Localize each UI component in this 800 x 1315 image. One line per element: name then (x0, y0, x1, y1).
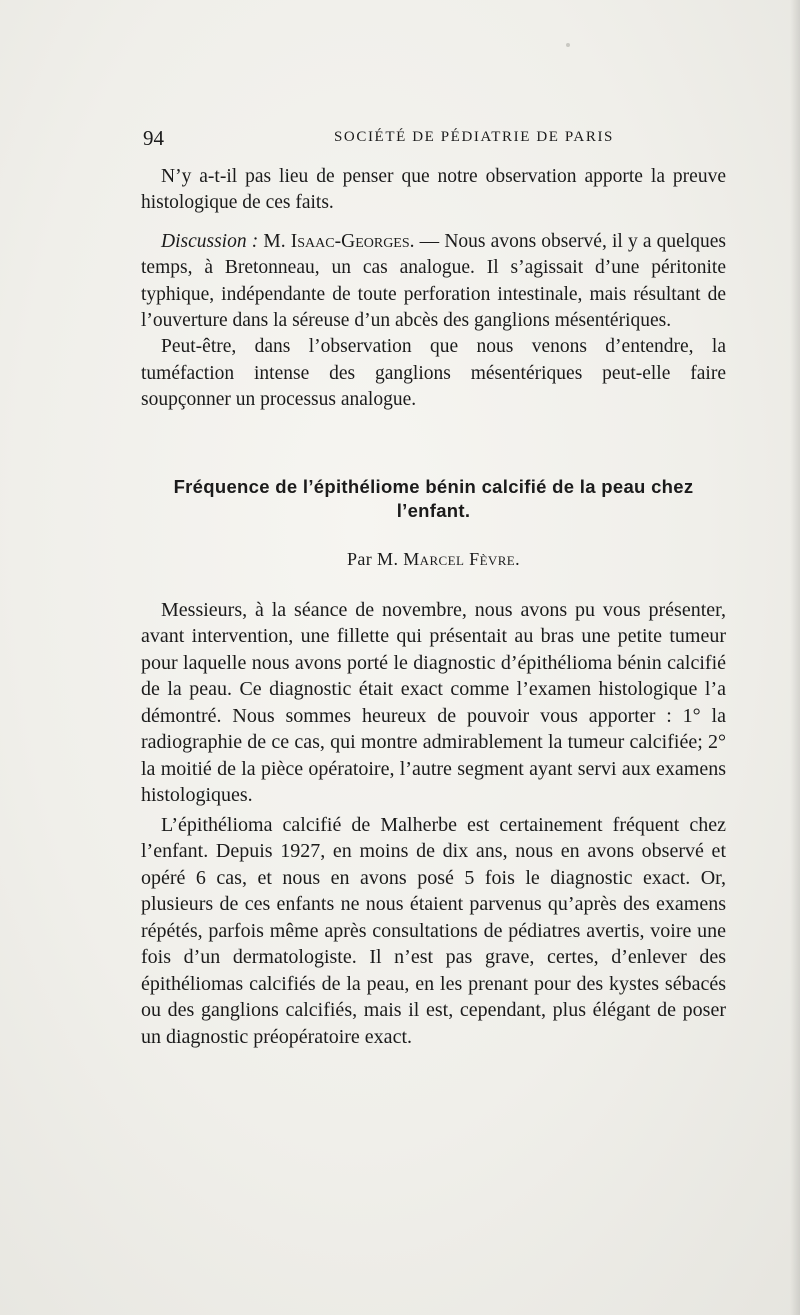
page-number: 94 (143, 126, 164, 150)
paragraph-discussion (141, 229, 726, 335)
article-title: Fréquence de l’épithéliome bénin calcifié de la peau chez l’enfant. (173, 475, 694, 521)
article-author (141, 547, 726, 571)
paragraph-observation: N’y a-t-il pas lieu de penser que notre observation apporte la preuve histologique de ces faits. (141, 166, 726, 214)
discussion-speaker: Isaac-Georges (290, 230, 410, 252)
paragraph-messieurs: Messieurs, à la séance de novembre, nous avons pu vous présenter, avant intervention, une fillette qui présentait au bras une petite tumeur pour laquelle nous avons porté le diagnostic d’épithélioma bénin calcifié de la peau. Ce diagnostic était exact comme l’examen histologique l’a démontré. Nous sommes heureux de pouvoir vous apporter : 1° la radiographie de ce cas, qui montre admirablement la tumeur calcifiée; 2° la moitié de la pièce opératoire, l’autre segment ayant servi aux examens histologiques. (141, 598, 726, 807)
journal-title: SOCIÉTÉ DE PÉDIATRIE DE PARIS (333, 129, 615, 145)
discussion-label: Discussion : (161, 230, 259, 252)
paragraph-malherbe: L’épithélioma calcifié de Malherbe est certainement fréquent chez l’enfant. Depuis 1927, en moins de dix ans, nous en avons observé et opéré 6 cas, et nous en avons posé 5 fois le diagnostic exact. Or, plusieurs de ces enfants ne nous étaient parvenus qu’après des examens répétés, parfois même après consultations de pédiatres avertis, voire une fois d’un dermatologiste. Il n’est pas grave, certes, d’enlever des épithéliomas calcifiés de la peau, en les prenant pour des kystes sébacés ou des ganglions calcifiés, mais il est, cependant, plus élégant de poser un diagnostic préopératoire exact. (141, 813, 726, 1048)
author-suffix: . (515, 548, 521, 569)
page-edge-shadow (790, 0, 800, 1315)
running-head (143, 126, 725, 156)
discussion-m: M. (258, 230, 291, 252)
page-content (141, 164, 726, 1050)
author-name: Marcel Fèvre (403, 548, 516, 569)
author-prefix: Par M. (346, 548, 404, 569)
paragraph-analogy: Peut-être, dans l’observation que nous venons d’entendre, la tuméfaction intense des ganglions mésentériques peut-elle faire soupçonner un processus analogue. (141, 336, 726, 411)
discussion-text: . — Nous avons observé, il y a quelques temps, à Bretonneau, un cas analogue. Il s’agissait d’une péritonite typhique, indépendante de toute perforation intestinale, mais résultant de l’ouverture dans la séreuse d’un abcès des ganglions mésentériques. (141, 230, 726, 332)
paper-speck (566, 43, 570, 47)
